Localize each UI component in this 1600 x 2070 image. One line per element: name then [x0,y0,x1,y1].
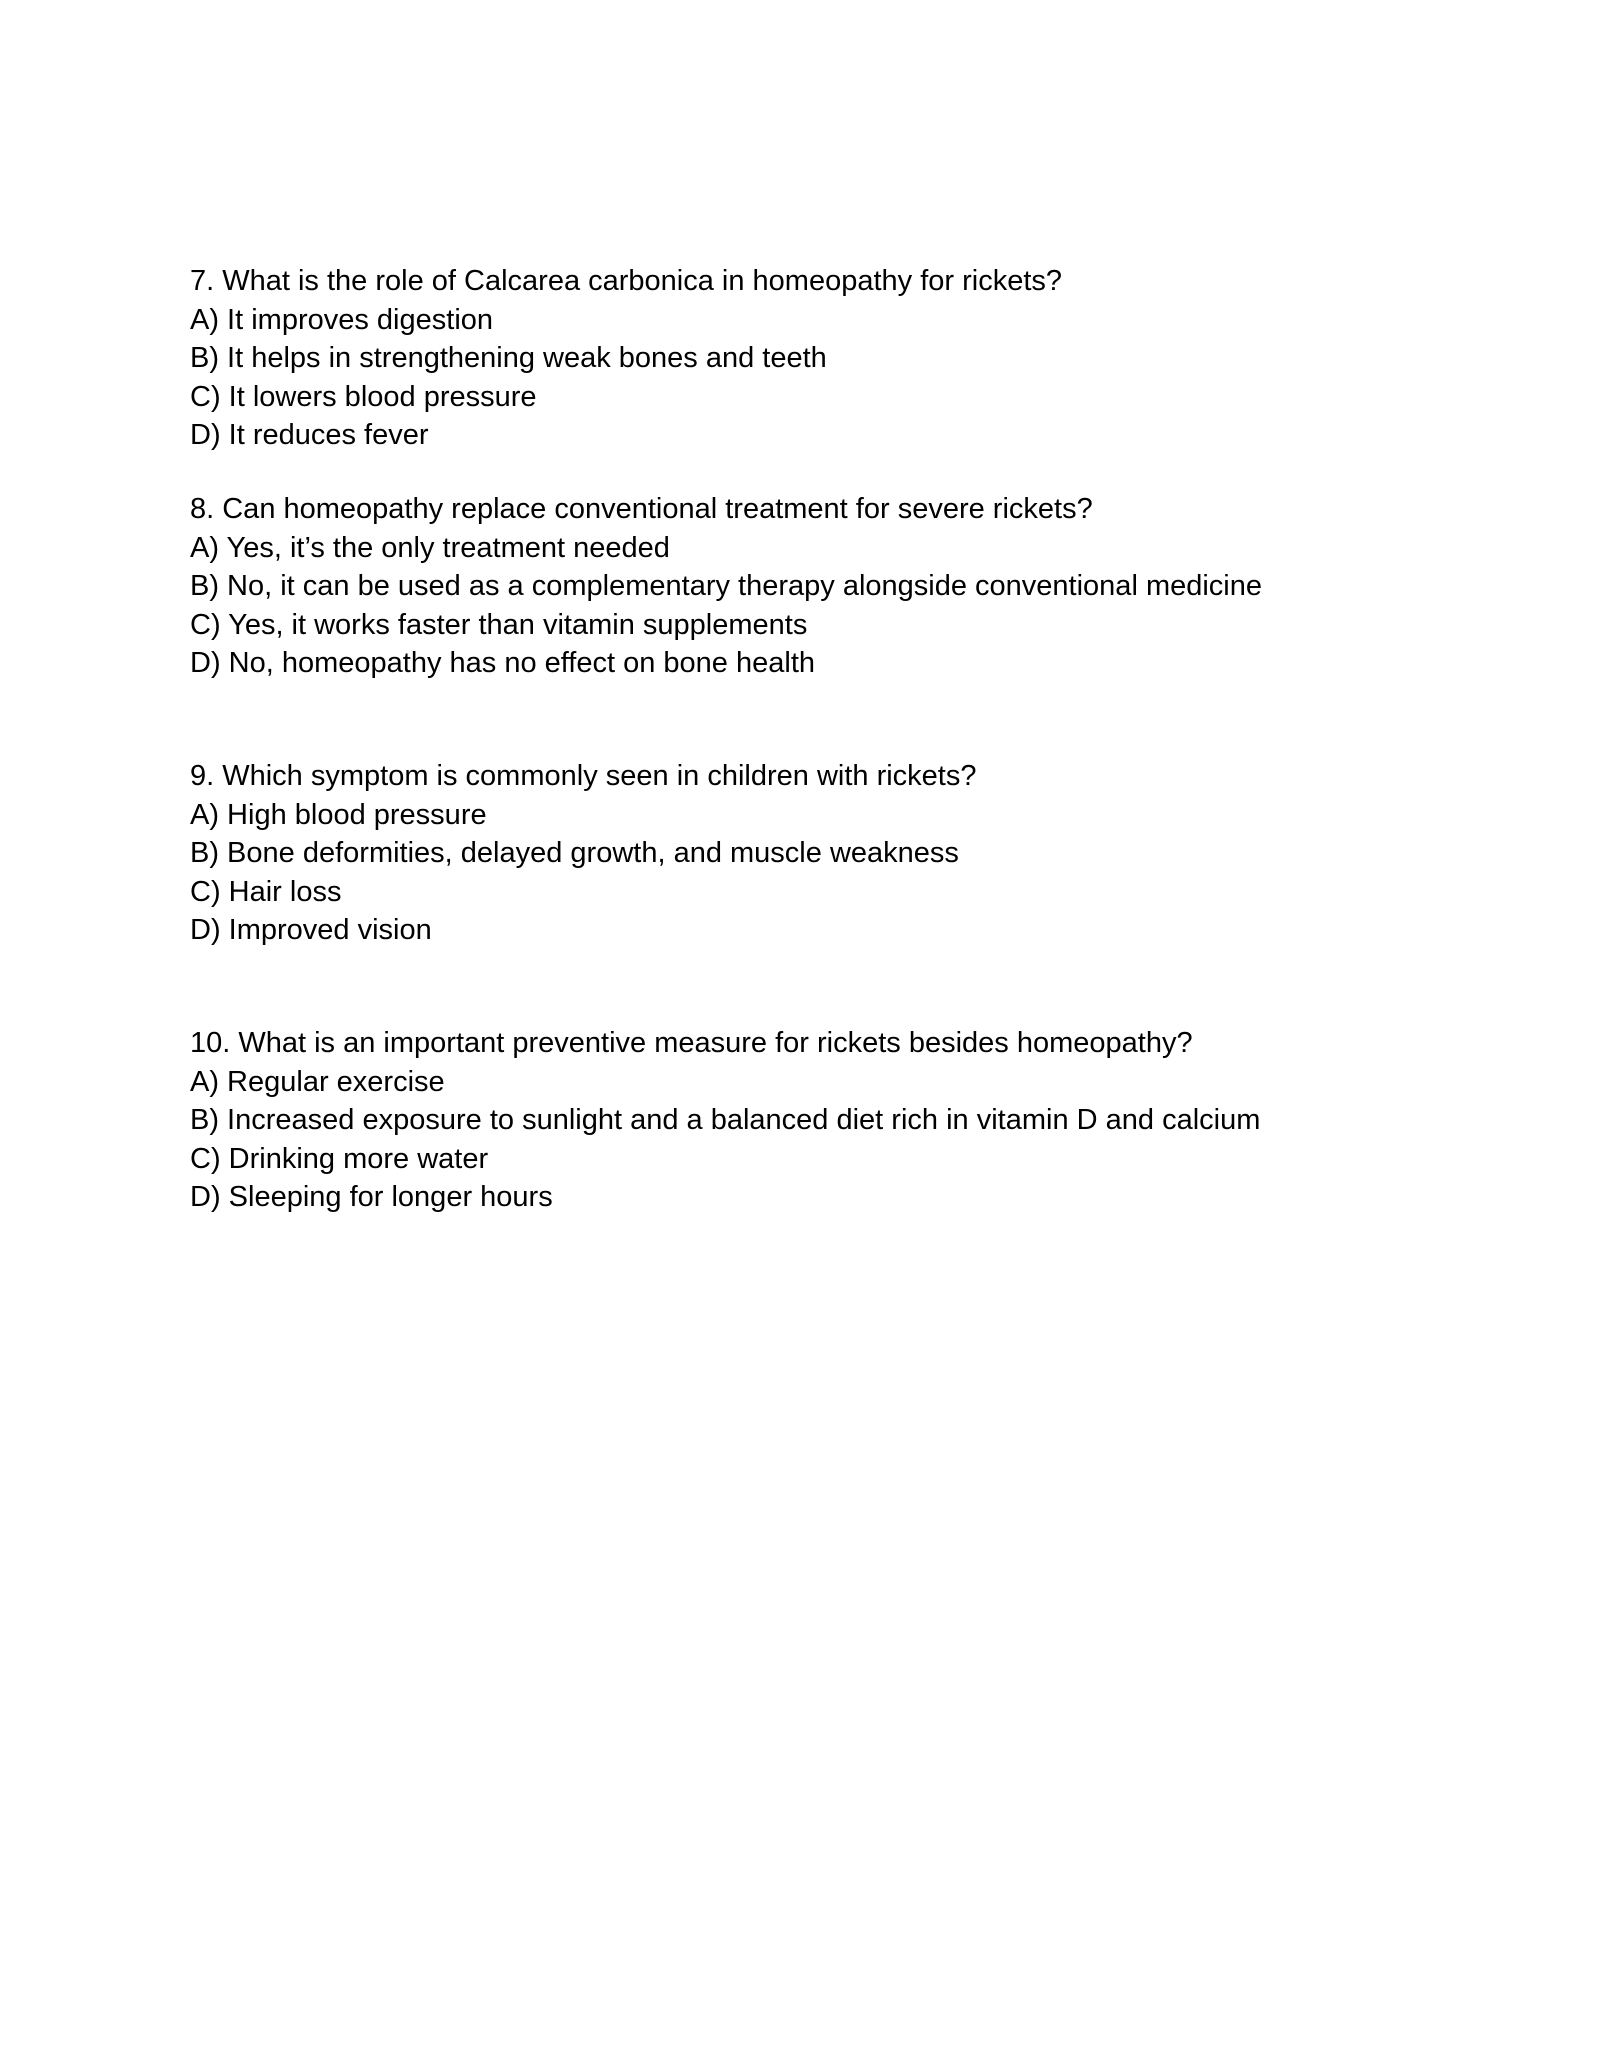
answer-option-d: D) Sleeping for longer hours [190,1181,553,1213]
question-prompt: 8. Can homeopathy replace conventional treatment for severe rickets? [190,493,1093,525]
answer-option-b: B) No, it can be used as a complementary therapy alongside conventional medicine [190,570,1262,602]
answer-option-d: D) No, homeopathy has no effect on bone health [190,647,816,679]
answer-option-b: B) It helps in strengthening weak bones and teeth [190,342,827,374]
question-7 [190,262,1490,455]
answer-option-c: C) Yes, it works faster than vitamin supplements [190,608,808,641]
answer-option-d: D) Improved vision [190,914,432,946]
question-prompt: 10. What is an important preventive measure for rickets besides homeopathy? [190,1027,1193,1059]
question-10 [190,1024,1490,1217]
question-prompt: 9. Which symptom is commonly seen in children with rickets? [190,760,977,792]
answer-option-c: C) Drinking more water [190,1142,489,1175]
answer-option-a: A) Regular exercise [190,1065,445,1098]
question-prompt: 7. What is the role of Calcarea carbonica in homeopathy for rickets? [190,265,1063,297]
question-9 [190,757,1490,950]
answer-option-a: A) It improves digestion [190,303,494,336]
answer-option-a: A) High blood pressure [190,798,487,831]
question-8 [190,490,1490,683]
answer-option-d: D) It reduces fever [190,419,429,451]
answer-option-c: C) It lowers blood pressure [190,380,537,413]
answer-option-a: A) Yes, it’s the only treatment needed [190,531,670,564]
answer-option-b: B) Bone deformities, delayed growth, and muscle weakness [190,837,959,869]
answer-option-c: C) Hair loss [190,875,342,908]
answer-option-b: B) Increased exposure to sunlight and a balanced diet rich in vitamin D and calcium [190,1104,1261,1136]
